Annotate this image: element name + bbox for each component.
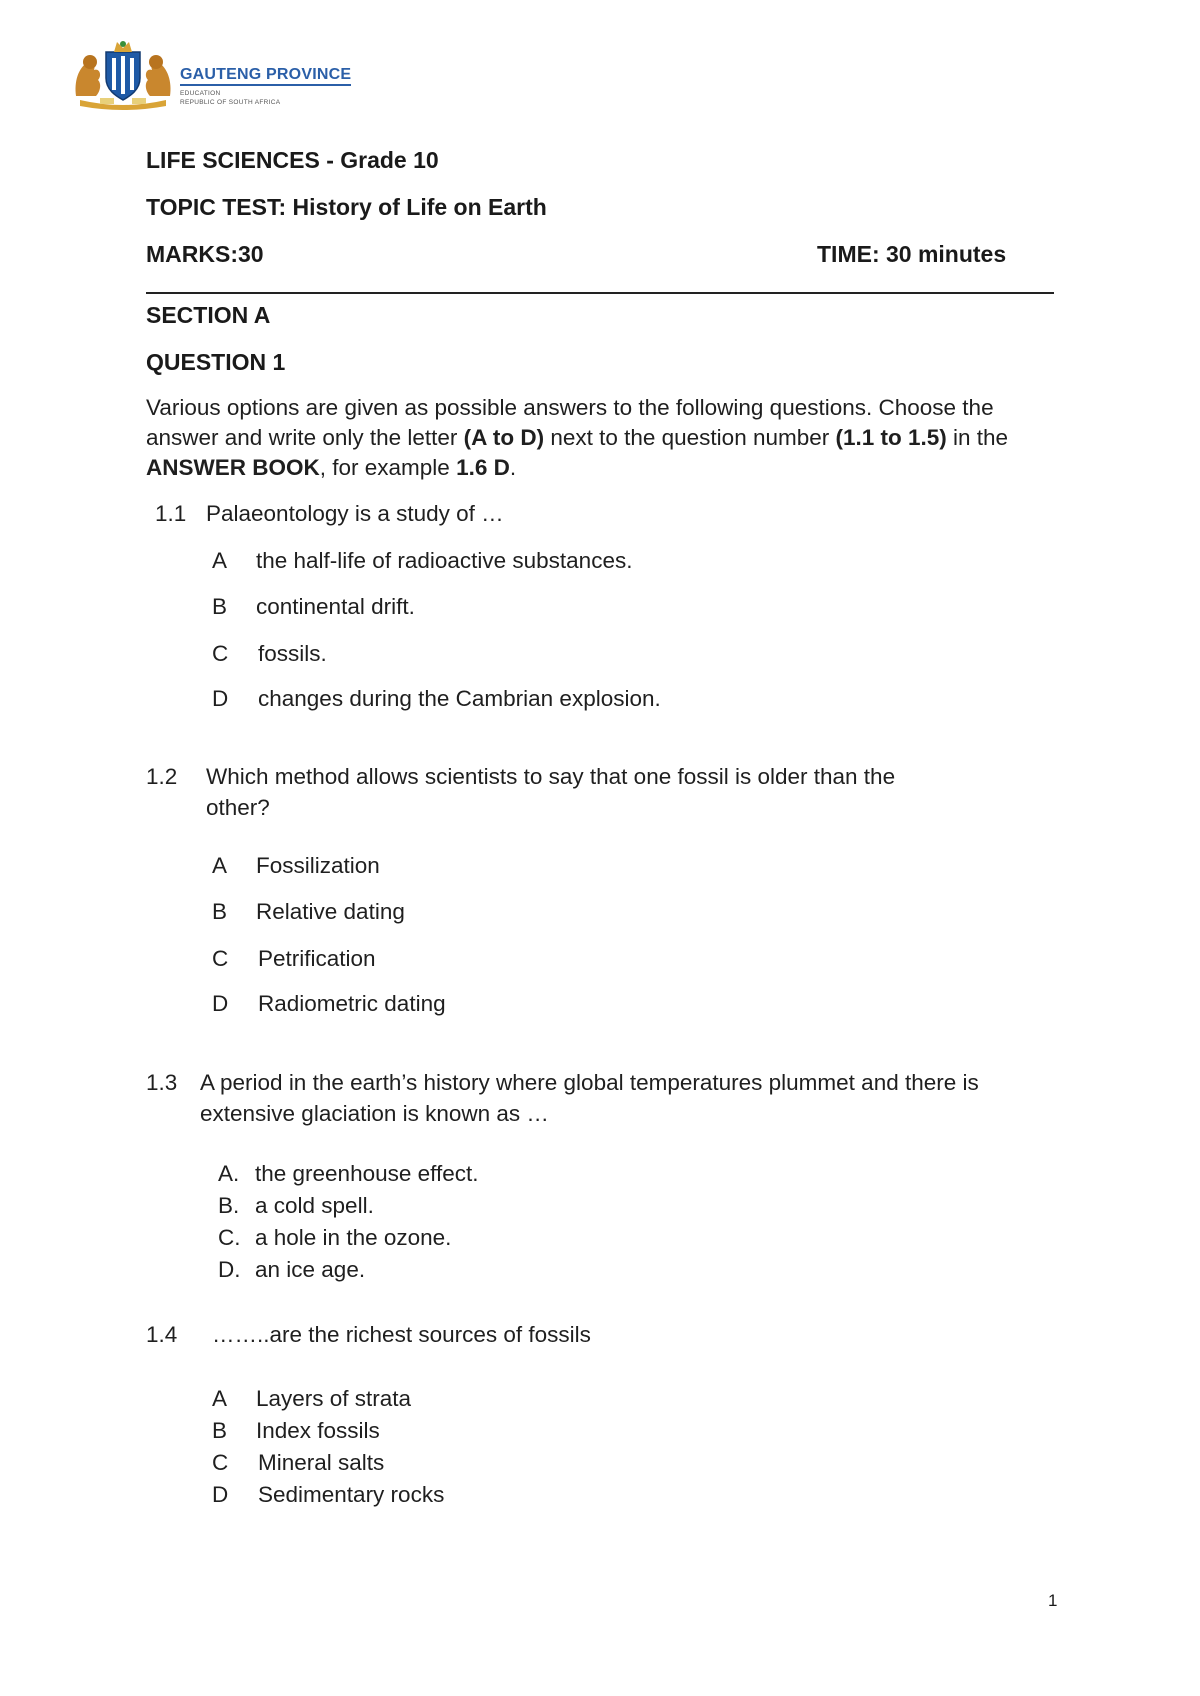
question-text: ……..are the richest sources of fossils bbox=[212, 1322, 591, 1347]
instructions-text-3: in the bbox=[946, 425, 1009, 450]
marks-label: MARKS:30 bbox=[146, 241, 264, 267]
option-letter: D bbox=[212, 686, 229, 711]
option-text: Layers of strata bbox=[256, 1386, 412, 1411]
option-letter: C bbox=[212, 1450, 229, 1475]
topic-line bbox=[146, 194, 547, 221]
logo-province-name: GAUTENG PROVINCE bbox=[180, 66, 352, 83]
instructions-example: 1.6 D bbox=[456, 455, 510, 480]
logo-country: REPUBLIC OF SOUTH AFRICA bbox=[180, 99, 281, 106]
instructions-answer-book: ANSWER BOOK bbox=[146, 455, 320, 480]
question-text-continued: other? bbox=[206, 795, 270, 820]
option-letter: A. bbox=[218, 1161, 240, 1186]
option-letter: B bbox=[212, 1418, 228, 1443]
option-letter: D bbox=[212, 1482, 229, 1507]
instructions-text-1: Various options are given as possible answers to the following questions. Choose the answer and write only the letter bbox=[146, 395, 994, 450]
instructions-letter-range: (A to D) bbox=[463, 425, 545, 450]
question-text: A period in the earth’s history where global temperatures plummet and there is bbox=[200, 1070, 979, 1095]
gauteng-logo bbox=[70, 38, 370, 110]
option-text: Fossilization bbox=[256, 853, 380, 878]
option-text: an ice age. bbox=[255, 1257, 366, 1282]
topic-label: TOPIC TEST: bbox=[146, 194, 293, 220]
page-number: 1 bbox=[1048, 1591, 1058, 1610]
option-text: Radiometric dating bbox=[258, 991, 446, 1016]
instructions-text-2: next to the question number bbox=[544, 425, 836, 450]
option-text: a cold spell. bbox=[255, 1193, 374, 1218]
time-label: TIME: 30 minutes bbox=[817, 241, 1007, 267]
question-number: 1.4 bbox=[146, 1322, 178, 1347]
instructions-text-4: , for example bbox=[319, 455, 457, 480]
option-letter: D bbox=[212, 991, 229, 1016]
option-text: a hole in the ozone. bbox=[255, 1225, 452, 1250]
question-number: 1.2 bbox=[146, 764, 178, 789]
option-letter: C bbox=[212, 946, 229, 971]
question-number: 1.3 bbox=[146, 1070, 178, 1095]
subject-title: LIFE SCIENCES - Grade 10 bbox=[146, 147, 439, 173]
instructions-paragraph bbox=[146, 393, 1066, 483]
option-letter: C bbox=[212, 641, 229, 666]
option-letter: D. bbox=[218, 1257, 241, 1282]
option-letter: A bbox=[212, 548, 228, 573]
option-letter: A bbox=[212, 853, 228, 878]
instructions-number-range: (1.1 to 1.5) bbox=[835, 425, 947, 450]
option-text: Mineral salts bbox=[258, 1450, 385, 1475]
question-text-continued: extensive glaciation is known as … bbox=[200, 1101, 549, 1126]
option-letter: A bbox=[212, 1386, 228, 1411]
option-text: Relative dating bbox=[256, 899, 405, 924]
question-number: 1.1 bbox=[155, 501, 187, 526]
question-text: Which method allows scientists to say that one fossil is older than the bbox=[206, 764, 896, 789]
option-text: Index fossils bbox=[256, 1418, 380, 1443]
option-letter: C. bbox=[218, 1225, 241, 1250]
instructions-text-5: . bbox=[509, 455, 517, 480]
topic-value: History of Life on Earth bbox=[292, 194, 547, 220]
option-text: fossils. bbox=[258, 641, 327, 666]
option-text: continental drift. bbox=[256, 594, 415, 619]
option-letter: B bbox=[212, 899, 228, 924]
question-heading: QUESTION 1 bbox=[146, 349, 286, 375]
option-text: the half-life of radioactive substances. bbox=[256, 548, 633, 573]
option-text: Sedimentary rocks bbox=[258, 1482, 445, 1507]
header-divider bbox=[146, 292, 1054, 294]
logo-department: EDUCATION bbox=[180, 90, 221, 97]
question-text: Palaeontology is a study of … bbox=[206, 501, 504, 526]
option-text: Petrification bbox=[258, 946, 376, 971]
option-letter: B bbox=[212, 594, 228, 619]
option-text: the greenhouse effect. bbox=[255, 1161, 479, 1186]
option-text: changes during the Cambrian explosion. bbox=[258, 686, 661, 711]
option-letter: B. bbox=[218, 1193, 240, 1218]
coat-of-arms-icon bbox=[70, 38, 176, 110]
section-heading: SECTION A bbox=[146, 302, 271, 328]
